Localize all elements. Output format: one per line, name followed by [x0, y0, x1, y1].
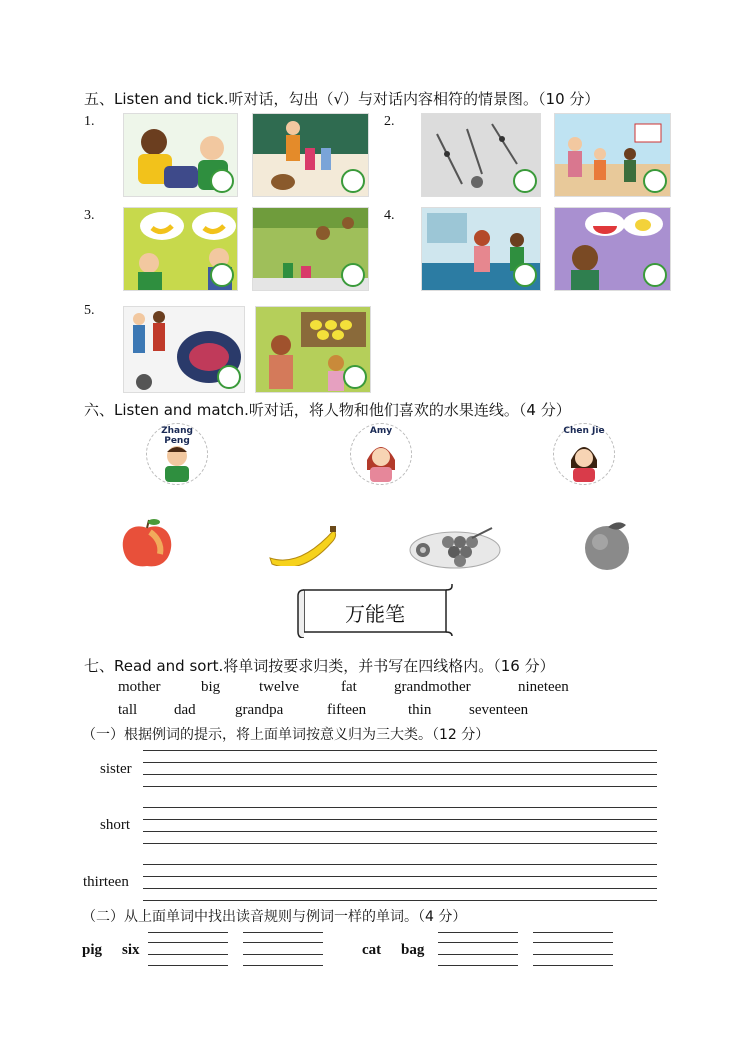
scene-1a-image	[123, 113, 238, 197]
part2-instruction: （二）从上面单词中找出读音规则与例词一样的单词。（4 分）	[82, 909, 467, 925]
category-label-sister: sister	[100, 761, 132, 777]
tick-circle-4b[interactable]	[643, 263, 667, 287]
item-number-5: 5.	[84, 303, 95, 318]
person-name: Chen Jie	[563, 426, 605, 436]
tick-circle-2a[interactable]	[513, 169, 537, 193]
tick-circle-2b[interactable]	[643, 169, 667, 193]
scene-1b-image	[252, 113, 369, 197]
tick-circle-1a[interactable]	[210, 169, 234, 193]
example-word-bag: bag	[401, 942, 425, 958]
word-dad: dad	[174, 702, 196, 718]
scene-4a-image	[421, 207, 541, 291]
section6-heading: 六、Listen and match.听对话，将人物和他们喜欢的水果连线。（4 分）	[84, 401, 571, 419]
scene-5a-image	[123, 306, 245, 393]
category-label-short: short	[100, 817, 130, 833]
tick-circle-5a[interactable]	[217, 365, 241, 389]
person-zhang-peng[interactable]	[146, 423, 208, 485]
scene-4b-image	[554, 207, 671, 291]
tick-circle-3a[interactable]	[210, 263, 234, 287]
part1-instruction: （一）根据例词的提示，将上面单词按意义归为三大类。（12 分）	[82, 727, 490, 743]
tick-circle-5b[interactable]	[343, 365, 367, 389]
scene-5b-image	[255, 306, 371, 393]
category-label-thirteen: thirteen	[83, 874, 129, 890]
word-fat: fat	[341, 679, 357, 695]
item-number-3: 3.	[84, 208, 95, 223]
item-number-2: 2.	[384, 114, 395, 129]
answer-grid-pig-six-2[interactable]	[243, 930, 323, 968]
example-word-six: six	[122, 942, 140, 958]
item-number-4: 4.	[384, 208, 395, 223]
writing-grid-short[interactable]	[143, 805, 657, 847]
word-grandmother: grandmother	[394, 679, 471, 695]
word-seventeen: seventeen	[469, 702, 529, 718]
word-thin: thin	[408, 702, 432, 718]
word-tall: tall	[118, 702, 138, 718]
banana-image[interactable]	[266, 522, 340, 566]
scene-2a-image	[421, 113, 541, 197]
writing-grid-sister[interactable]	[143, 748, 657, 790]
scene-2b-image	[554, 113, 671, 197]
scene-3b-image	[252, 207, 369, 291]
apple-image[interactable]	[120, 516, 174, 570]
word-fifteen: fifteen	[327, 702, 367, 718]
word-grandpa: grandpa	[235, 702, 284, 718]
person-name: Amy	[369, 426, 393, 436]
writing-grid-thirteen[interactable]	[143, 862, 657, 904]
grapes-image[interactable]	[408, 520, 502, 570]
answer-grid-cat-bag-2[interactable]	[533, 930, 613, 968]
section5-heading: 五、Listen and tick.听对话，勾出（√）与对话内容相符的情景图。（10 分）	[84, 90, 600, 108]
person-chen-jie[interactable]	[553, 423, 615, 485]
word-mother: mother	[118, 679, 161, 695]
section7-heading: 七、Read and sort.将单词按要求归类，并书写在四线格内。（16 分）	[84, 657, 555, 675]
tick-circle-3b[interactable]	[341, 263, 365, 287]
item-number-1: 1.	[84, 114, 95, 129]
person-name: Zhang Peng	[161, 426, 193, 446]
tick-circle-1b[interactable]	[341, 169, 365, 193]
example-word-pig: pig	[82, 942, 103, 958]
scene-3a-image	[123, 207, 238, 291]
answer-grid-cat-bag-1[interactable]	[438, 930, 518, 968]
orange-image[interactable]	[580, 518, 634, 572]
word-big: big	[201, 679, 221, 695]
word-nineteen: nineteen	[518, 679, 569, 695]
word-twelve: twelve	[259, 679, 299, 695]
answer-grid-pig-six-1[interactable]	[148, 930, 228, 968]
example-word-cat: cat	[362, 942, 382, 958]
banner-scroll	[296, 584, 454, 638]
tick-circle-4a[interactable]	[513, 263, 537, 287]
person-amy[interactable]	[350, 423, 412, 485]
banner-text: 万能笔	[345, 602, 405, 626]
